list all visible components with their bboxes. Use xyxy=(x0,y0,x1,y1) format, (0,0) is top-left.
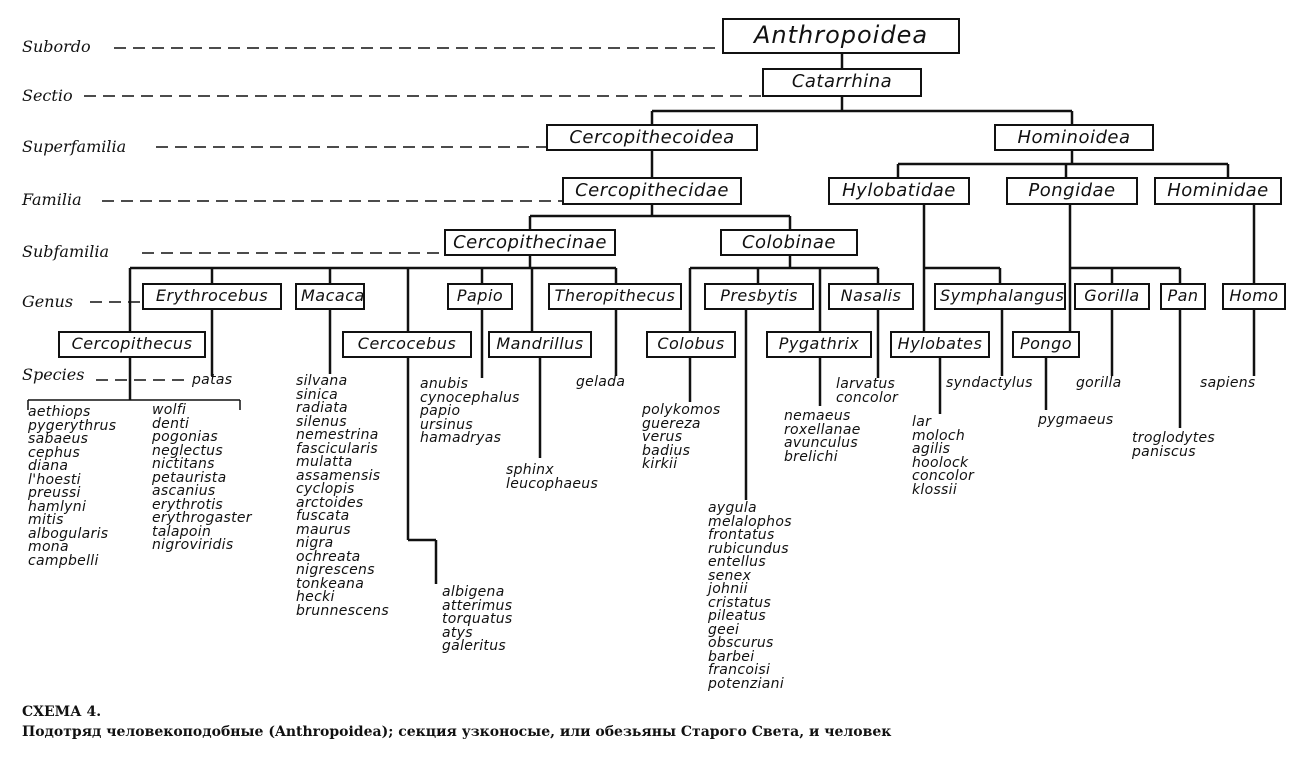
species-name: nemestrina xyxy=(296,427,379,443)
species-name: senex xyxy=(708,567,752,584)
species-list-hylobates xyxy=(912,416,974,497)
taxon-anthropoidea: Anthropoidea xyxy=(722,18,960,54)
species-name: anubis xyxy=(420,376,469,392)
rank-superfamilia: Superfamilia xyxy=(22,137,127,156)
species-name: atterimus xyxy=(442,597,513,614)
rank-subfamilia: Subfamilia xyxy=(22,242,110,261)
species-name: cyclopis xyxy=(296,481,355,497)
taxon-cercopithecoidea: Cercopithecoidea xyxy=(546,124,758,151)
species-name: klossii xyxy=(912,481,958,498)
species-name: gelada xyxy=(576,374,626,390)
species-name: syndactylus xyxy=(946,375,1033,391)
species-name: nemaeus xyxy=(784,408,851,424)
genus-pongo: Pongo xyxy=(1012,331,1080,358)
species-name: kirkii xyxy=(642,456,678,472)
species-name: diana xyxy=(28,458,69,474)
genus-gorilla: Gorilla xyxy=(1074,283,1150,310)
species-name: fascicularis xyxy=(296,440,378,457)
species-name: aethiops xyxy=(28,404,91,420)
species-name: patas xyxy=(192,372,233,388)
species-name: talapoin xyxy=(152,523,212,540)
genus-pygathrix: Pygathrix xyxy=(766,331,872,358)
species-name: geei xyxy=(708,621,740,638)
species-name: cynocephalus xyxy=(420,389,520,406)
rank-sectio: Sectio xyxy=(22,86,73,105)
species-name: sabaeus xyxy=(28,431,89,447)
species-name: assamensis xyxy=(296,467,381,484)
species-name: concolor xyxy=(912,468,975,484)
species-name: silvana xyxy=(296,373,348,389)
species-name: erythrogaster xyxy=(152,510,252,526)
species-list-nasalis xyxy=(836,378,898,405)
species-name: larvatus xyxy=(836,376,896,392)
species-name: albigena xyxy=(442,584,505,600)
species-list-homo xyxy=(1200,377,1256,391)
rank-subordo: Subordo xyxy=(22,37,91,56)
species-name: pygmaeus xyxy=(1038,412,1114,428)
taxon-hylobatidae: Hylobatidae xyxy=(828,177,970,205)
species-list-theropithecus xyxy=(576,376,625,390)
genus-erythrocebus: Erythrocebus xyxy=(142,283,282,310)
species-list-cercopithecus-a xyxy=(28,406,116,568)
genus-cercocebus: Cercocebus xyxy=(342,331,472,358)
caption-text: Подотряд человекоподобные (Anthropoidea); секция узконосые, или обезьяны Старого Света, и человек xyxy=(22,724,892,740)
species-list-pan xyxy=(1132,432,1215,459)
genus-macaca: Macaca xyxy=(295,283,365,310)
genus-presbytis: Presbytis xyxy=(704,283,814,310)
genus-cercopithecus: Cercopithecus xyxy=(58,331,206,358)
species-name: brunnescens xyxy=(296,602,389,619)
species-name: radiata xyxy=(296,400,348,416)
species-name: sphinx xyxy=(506,462,554,478)
species-name: agilis xyxy=(912,441,951,457)
species-name: lar xyxy=(912,414,932,430)
species-name: atys xyxy=(442,624,473,641)
species-name: maurus xyxy=(296,521,351,538)
species-name: cephus xyxy=(28,444,81,461)
species-name: cristatus xyxy=(708,594,772,611)
species-name: pogonias xyxy=(152,429,218,445)
species-name: rubicundus xyxy=(708,540,789,557)
species-name: aygula xyxy=(708,500,757,516)
taxon-hominidae: Hominidae xyxy=(1154,177,1282,205)
species-name: moloch xyxy=(912,427,966,444)
genus-papio: Papio xyxy=(447,283,513,310)
species-name: avunculus xyxy=(784,435,858,451)
species-list-gorilla xyxy=(1076,377,1122,391)
taxon-cercopithecidae: Cercopithecidae xyxy=(562,177,742,205)
species-name: potenziani xyxy=(708,675,785,692)
species-name: troglodytes xyxy=(1132,430,1216,446)
species-name: ochreata xyxy=(296,548,361,565)
species-list-presbytis xyxy=(708,502,792,691)
species-name: fuscata xyxy=(296,508,350,524)
species-name: campbelli xyxy=(28,552,99,569)
species-list-cercocebus xyxy=(442,586,513,654)
species-name: gorilla xyxy=(1076,375,1122,391)
species-name: erythrotis xyxy=(152,496,224,513)
caption-title: СХЕМА 4. xyxy=(22,704,102,720)
rank-familia: Familia xyxy=(22,190,82,209)
species-name: tonkeana xyxy=(296,575,365,592)
species-name: badius xyxy=(642,442,691,459)
genus-colobus: Colobus xyxy=(646,331,736,358)
species-name: francoisi xyxy=(708,662,771,678)
rank-species: Species xyxy=(22,365,85,384)
species-name: nigroviridis xyxy=(152,537,234,553)
species-list-cercopithecus-b xyxy=(152,404,252,553)
species-name: hamadryas xyxy=(420,430,502,446)
taxon-colobinae: Colobinae xyxy=(720,229,858,256)
taxon-catarrhina: Catarrhina xyxy=(762,68,922,97)
species-list-symphalangus xyxy=(946,377,1033,391)
species-name: ursinus xyxy=(420,416,473,433)
species-list-papio xyxy=(420,378,520,446)
species-name: verus xyxy=(642,429,683,445)
species-name: pileatus xyxy=(708,608,766,624)
species-name: torquatus xyxy=(442,611,513,627)
species-name: frontatus xyxy=(708,527,775,543)
genus-hylobates: Hylobates xyxy=(890,331,990,358)
species-name: papio xyxy=(420,403,461,419)
species-name: preussi xyxy=(28,485,81,501)
species-name: hamlyni xyxy=(28,498,87,515)
genus-symphalangus: Symphalangus xyxy=(934,283,1066,310)
species-name: hecki xyxy=(296,589,335,605)
species-list-erythrocebus xyxy=(192,374,232,388)
genus-nasalis: Nasalis xyxy=(828,283,914,310)
taxon-pongidae: Pongidae xyxy=(1006,177,1138,205)
species-name: leucophaeus xyxy=(506,475,599,492)
species-name: paniscus xyxy=(1132,443,1196,460)
species-name: pygerythrus xyxy=(28,417,117,434)
species-name: petaurista xyxy=(152,469,227,486)
genus-mandrillus: Mandrillus xyxy=(488,331,592,358)
species-name: arctoides xyxy=(296,494,364,511)
species-name: galeritus xyxy=(442,638,506,654)
species-name: mitis xyxy=(28,512,64,528)
species-name: nictitans xyxy=(152,456,215,472)
species-name: concolor xyxy=(836,389,899,406)
species-name: barbei xyxy=(708,648,755,665)
species-name: nigrescens xyxy=(296,562,375,578)
species-name: melalophos xyxy=(708,513,792,530)
taxon-hominoidea: Hominoidea xyxy=(994,124,1154,151)
genus-theropithecus: Theropithecus xyxy=(548,283,682,310)
species-list-pongo xyxy=(1038,414,1113,428)
species-name: johnii xyxy=(708,581,748,597)
species-name: obscurus xyxy=(708,635,774,651)
species-name: albogularis xyxy=(28,525,109,542)
species-name: ascanius xyxy=(152,483,216,499)
species-name: brelichi xyxy=(784,448,838,465)
genus-homo: Homo xyxy=(1222,283,1286,310)
species-name: guereza xyxy=(642,415,701,432)
species-name: polykomos xyxy=(642,402,721,418)
species-name: mona xyxy=(28,539,69,555)
species-name: denti xyxy=(152,415,190,432)
genus-pan: Pan xyxy=(1160,283,1206,310)
species-list-pygathrix xyxy=(784,410,861,464)
species-list-mandrillus xyxy=(506,464,598,491)
species-name: roxellanae xyxy=(784,421,861,438)
species-name: nigra xyxy=(296,535,334,551)
species-list-colobus xyxy=(642,404,721,472)
rank-genus: Genus xyxy=(22,292,74,311)
species-name: sapiens xyxy=(1200,375,1256,391)
species-name: mulatta xyxy=(296,454,353,470)
species-name: l'hoesti xyxy=(28,471,81,488)
species-list-macaca xyxy=(296,375,389,618)
species-name: hoolock xyxy=(912,454,969,471)
species-name: entellus xyxy=(708,554,766,570)
species-name: wolfi xyxy=(152,402,187,418)
taxon-cercopithecinae: Cercopithecinae xyxy=(444,229,616,256)
species-name: neglectus xyxy=(152,442,223,459)
species-name: silenus xyxy=(296,413,347,430)
species-name: sinica xyxy=(296,386,339,403)
